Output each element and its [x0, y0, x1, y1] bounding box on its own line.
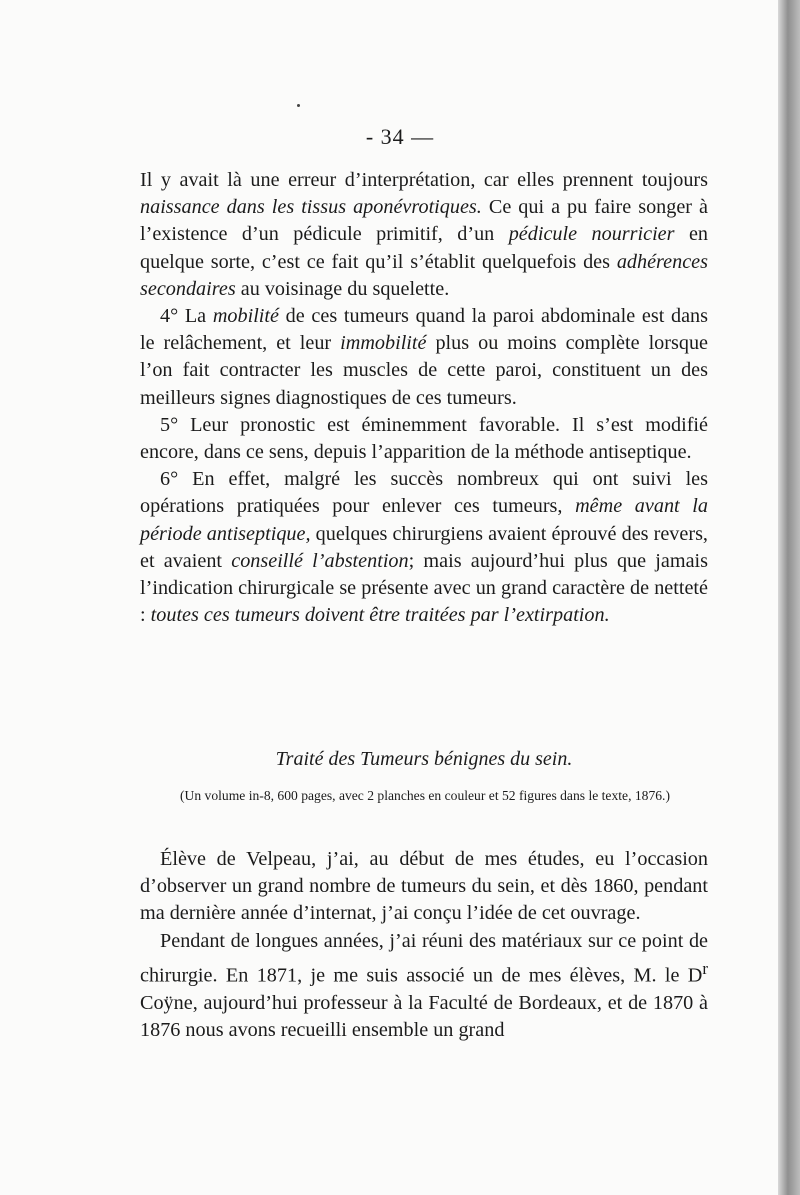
- text-run: de ces tumeurs quand la paroi abdominale est dans le relâchement, et leur: [140, 305, 708, 355]
- text-run: plus ou moins complète lorsque l’on fait contracter les muscles de cette paroi, constituent un des meilleurs signes diagnostiques de ces tumeurs.: [140, 332, 708, 409]
- paragraph: [140, 167, 708, 303]
- italic-run: naissance dans les tissus aponévrotiques.: [140, 196, 482, 219]
- italic-run: même avant la période antiseptique,: [140, 495, 708, 545]
- text-run: Ce qui a pu faire songer à l’existence d’un pédicule primitif, d’un: [140, 196, 708, 246]
- text-run: 6° En effet, malgré les succès nombreux qui ont suivi les opérations pratiquées pour enlever ces tumeurs,: [140, 468, 708, 518]
- paragraph: Élève de Velpeau, j’ai, au début de mes études, eu l’occasion d’observer un grand nombre de tumeurs du sein, et dès 1860, pendant ma dernière année d’internat, j’ai conçu l’idée de cet ouvrage.: [140, 848, 708, 925]
- paragraph: [140, 303, 708, 412]
- section-heading: Traité des Tumeurs bénignes du sein.: [275, 748, 573, 770]
- text-run: Coÿne, aujourd’hui professeur à la Faculté de Bordeaux, et de 1870 à 1876 nous avons recueilli ensemble un grand: [140, 991, 708, 1041]
- text-run: Pendant de longues années, j’ai réuni des matériaux sur ce point de chirurgie. En 1871, je me suis associé un de mes élèves, M. le D: [140, 929, 708, 987]
- text-run: ; mais aujourd’hui plus que jamais l’indication chirurgicale se présente avec un grand caractère de netteté :: [140, 549, 708, 627]
- paragraph: [140, 466, 708, 629]
- italic-run: conseillé l’abstention: [231, 549, 409, 572]
- paragraph: [140, 928, 708, 1045]
- italic-run: immobilité: [340, 332, 427, 355]
- italic-run: toutes ces tumeurs doivent être traitées par l’extirpation.: [150, 604, 610, 627]
- text-block-lower: [140, 846, 708, 1044]
- text-run: quelques chirurgiens avaient éprouvé des revers, et avaient: [140, 522, 708, 572]
- superscript: r: [702, 958, 708, 978]
- print-speck: [297, 104, 300, 107]
- italic-run: adhérences secondaires: [140, 250, 708, 300]
- text-run: 4° La: [160, 305, 213, 328]
- text-run: en quelque sorte, c’est ce fait qu’il s’établit quelquefois des: [140, 223, 709, 273]
- italic-run: mobilité: [212, 305, 279, 328]
- page-edge-shadow: [778, 0, 800, 1195]
- section-subheading: (Un volume in-8, 600 pages, avec 2 planches en couleur et 52 figures dans le texte, 1876.): [180, 788, 670, 803]
- text-run: au voisinage du squelette.: [235, 277, 450, 300]
- paragraph: [140, 412, 708, 466]
- text-run: Il y avait là une erreur d’interprétation, car elles prennent toujours: [140, 169, 708, 191]
- italic-run: pédicule nourricier: [508, 223, 675, 246]
- page-number: - 34 —: [365, 124, 435, 149]
- text-block-upper: [140, 167, 708, 629]
- text-run: 5° Leur pronostic est éminemment favorable. Il s’est modifié encore, dans ce sens, depuis l’apparition de la méthode antiseptique.: [140, 413, 708, 464]
